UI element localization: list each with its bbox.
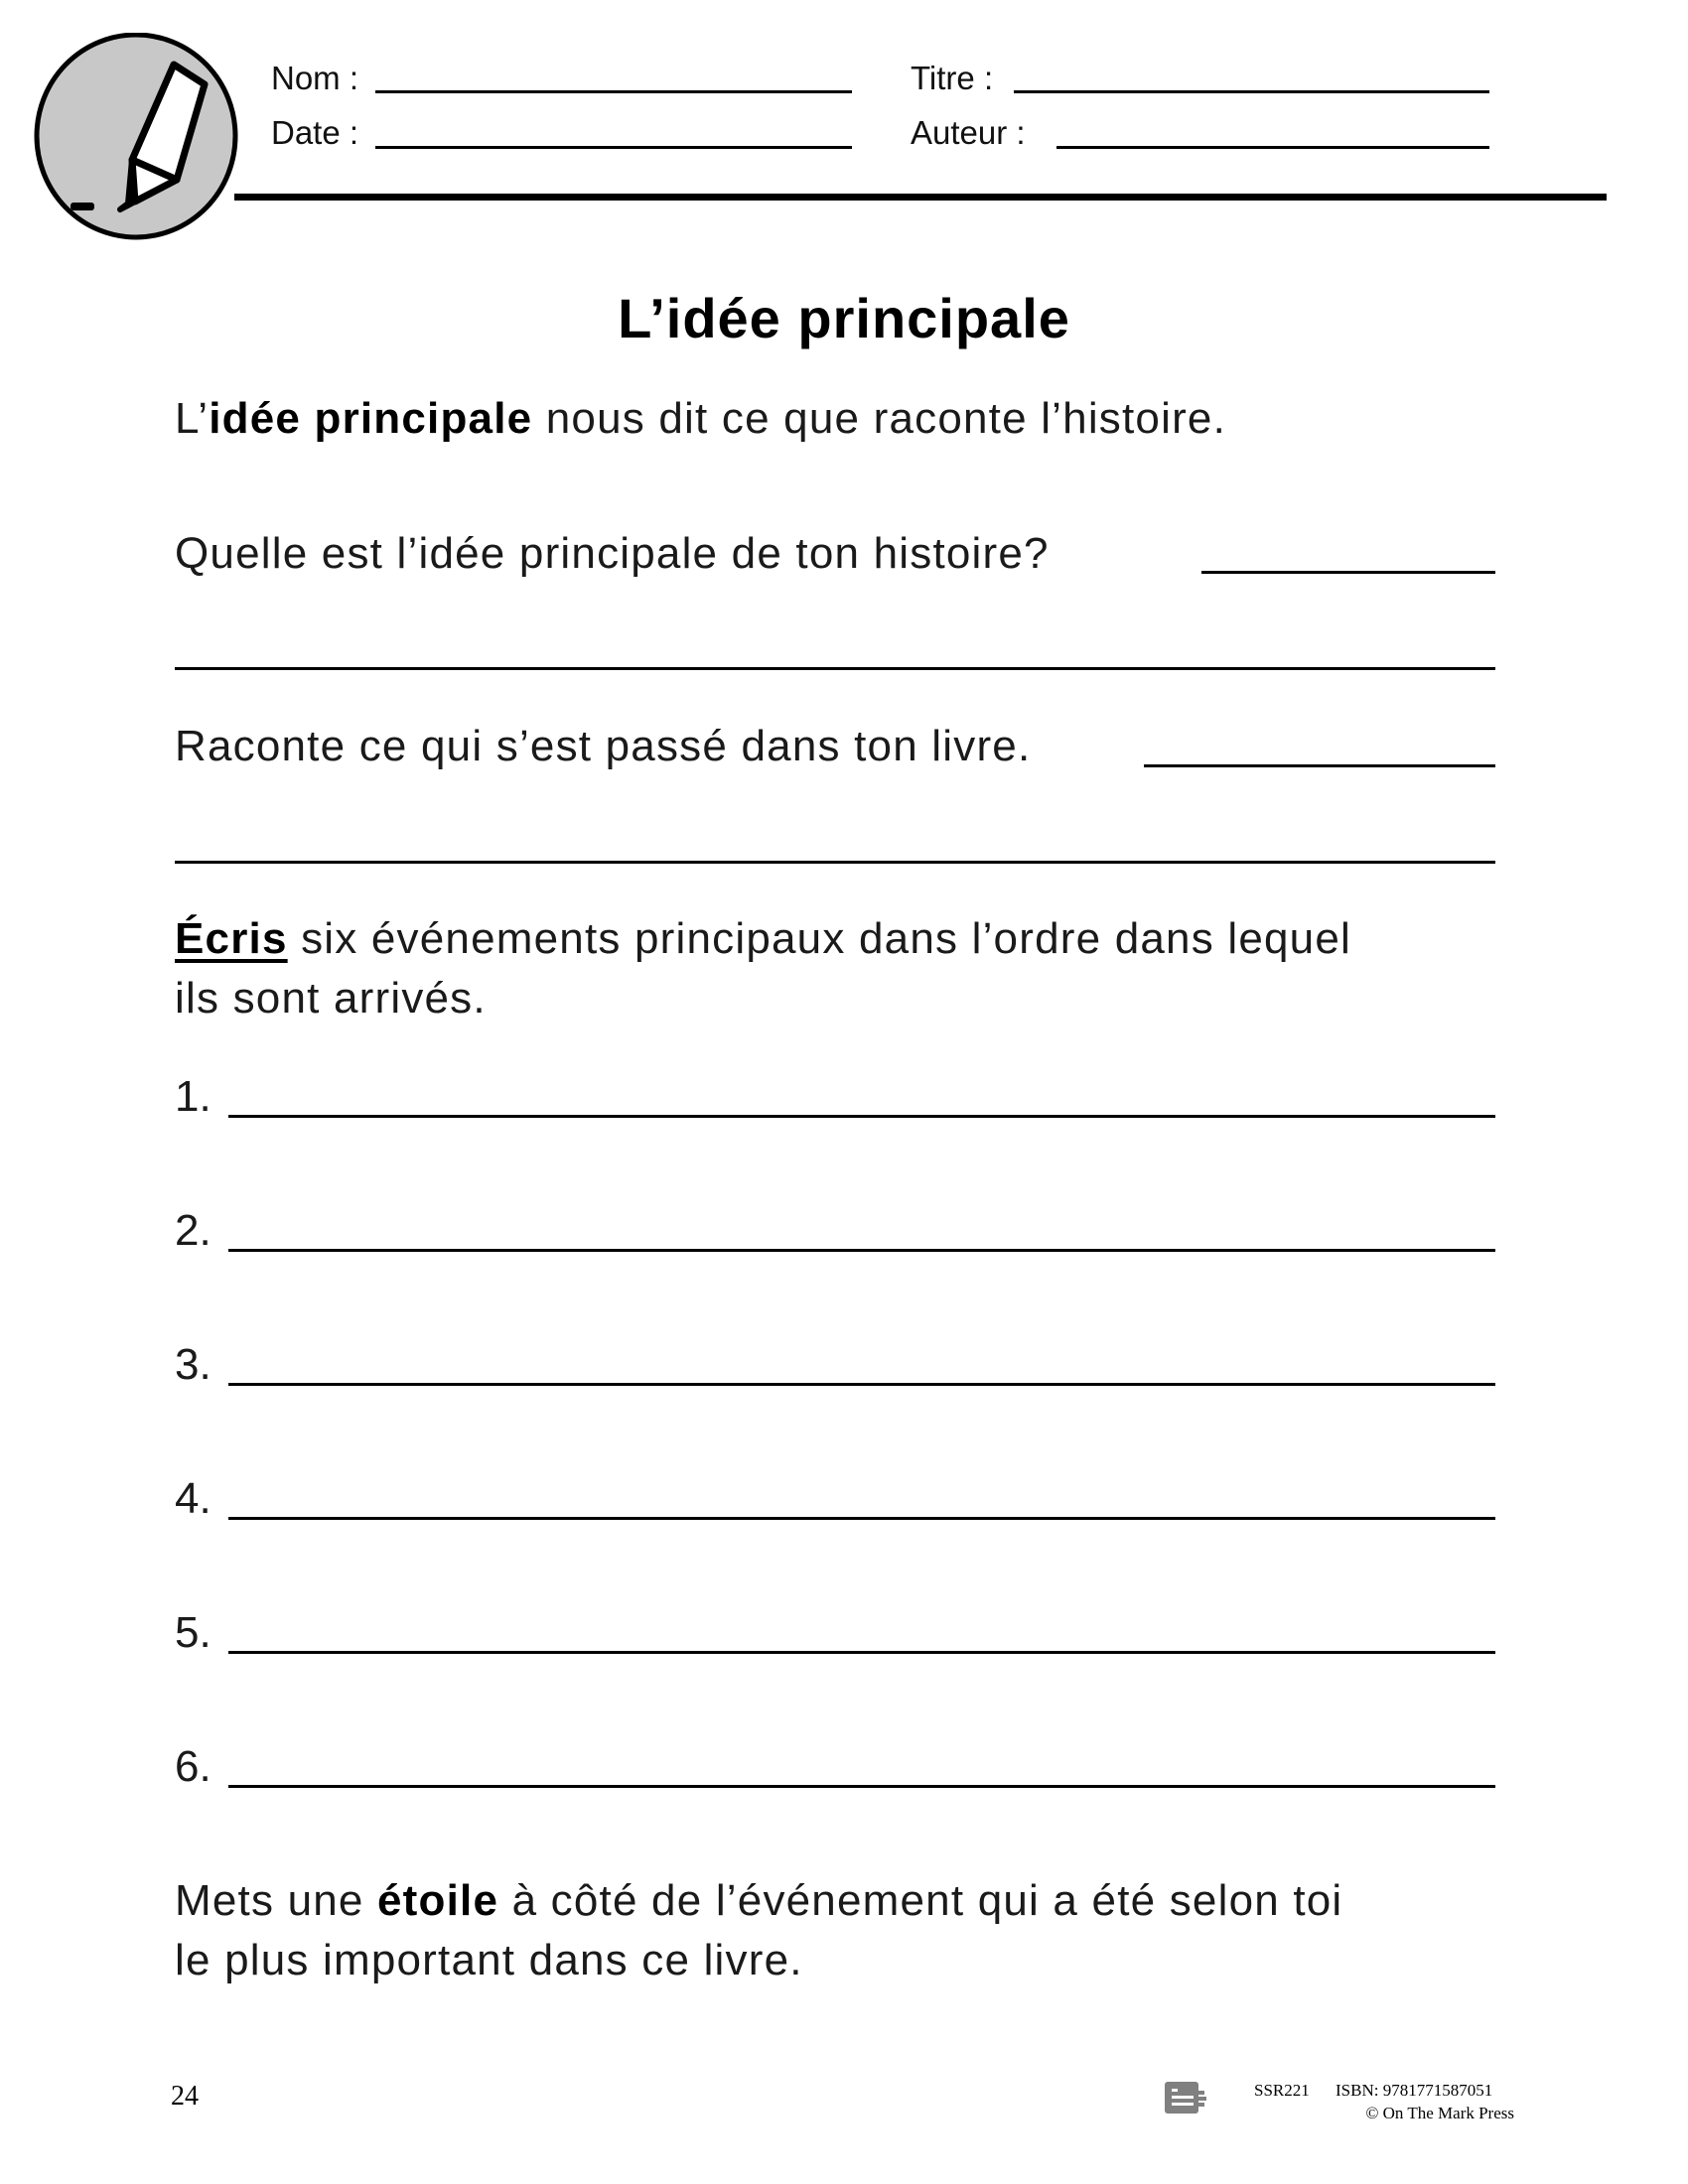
book-stack-icon bbox=[1165, 2082, 1208, 2114]
page-number: 24 bbox=[171, 2081, 199, 2112]
question-what-happened: Raconte ce qui s’est passé dans ton livre. bbox=[175, 722, 1032, 770]
star-instruction-line-1 bbox=[175, 1876, 1343, 1925]
isbn: ISBN: 9781771587051 bbox=[1336, 2081, 1493, 2100]
event-answer-line[interactable] bbox=[228, 1651, 1495, 1654]
header-divider bbox=[234, 194, 1607, 201]
main-idea-answer-line-1[interactable] bbox=[1201, 571, 1495, 574]
event-answer-line[interactable] bbox=[228, 1785, 1495, 1788]
star-instruction-line-2: le plus important dans ce livre. bbox=[175, 1936, 803, 1984]
title-label: Titre : bbox=[911, 60, 994, 96]
what-happened-answer-line-2[interactable] bbox=[175, 861, 1495, 864]
intro-text bbox=[175, 394, 1227, 443]
copyright: © On The Mark Press bbox=[1365, 2104, 1514, 2122]
event-answer-line[interactable] bbox=[228, 1115, 1495, 1118]
date-label: Date : bbox=[271, 114, 359, 151]
intro-post: nous dit ce que raconte l’histoire. bbox=[532, 394, 1227, 443]
book-title-field[interactable] bbox=[1014, 90, 1489, 93]
date-field[interactable] bbox=[375, 146, 852, 149]
intro-pre: L’ bbox=[175, 394, 210, 443]
events-instruction-verb: Écris bbox=[175, 914, 288, 963]
page-title: L’idée principale bbox=[618, 287, 1070, 349]
star-instruction-rest: à côté de l’événement qui a été selon toi bbox=[498, 1876, 1343, 1925]
author-label: Auteur : bbox=[911, 114, 1026, 151]
main-idea-answer-line-2[interactable] bbox=[175, 667, 1495, 670]
event-number: 4. bbox=[175, 1474, 211, 1523]
events-instruction-line-1 bbox=[175, 914, 1351, 963]
events-instruction-line-2: ils sont arrivés. bbox=[175, 974, 487, 1023]
event-answer-line[interactable] bbox=[228, 1383, 1495, 1386]
what-happened-answer-line-1[interactable] bbox=[1144, 764, 1495, 767]
event-number: 6. bbox=[175, 1742, 211, 1791]
event-answer-line[interactable] bbox=[228, 1517, 1495, 1520]
name-field[interactable] bbox=[375, 90, 852, 93]
events-instruction-rest: six événements principaux dans l’ordre dans lequel bbox=[287, 914, 1351, 963]
product-code: SSR221 bbox=[1254, 2081, 1310, 2100]
event-number: 2. bbox=[175, 1206, 211, 1255]
intro-bold: idée principale bbox=[209, 394, 533, 443]
event-number: 3. bbox=[175, 1340, 211, 1389]
event-number: 5. bbox=[175, 1608, 211, 1657]
highlighter-pen-icon bbox=[33, 33, 241, 241]
question-main-idea: Quelle est l’idée principale de ton histoire? bbox=[175, 529, 1050, 578]
star-instruction-pre: Mets une bbox=[175, 1876, 378, 1925]
star-instruction-bold: étoile bbox=[377, 1876, 499, 1925]
name-label: Nom : bbox=[271, 60, 359, 96]
event-answer-line[interactable] bbox=[228, 1249, 1495, 1252]
event-number: 1. bbox=[175, 1072, 211, 1121]
author-field[interactable] bbox=[1056, 146, 1489, 149]
